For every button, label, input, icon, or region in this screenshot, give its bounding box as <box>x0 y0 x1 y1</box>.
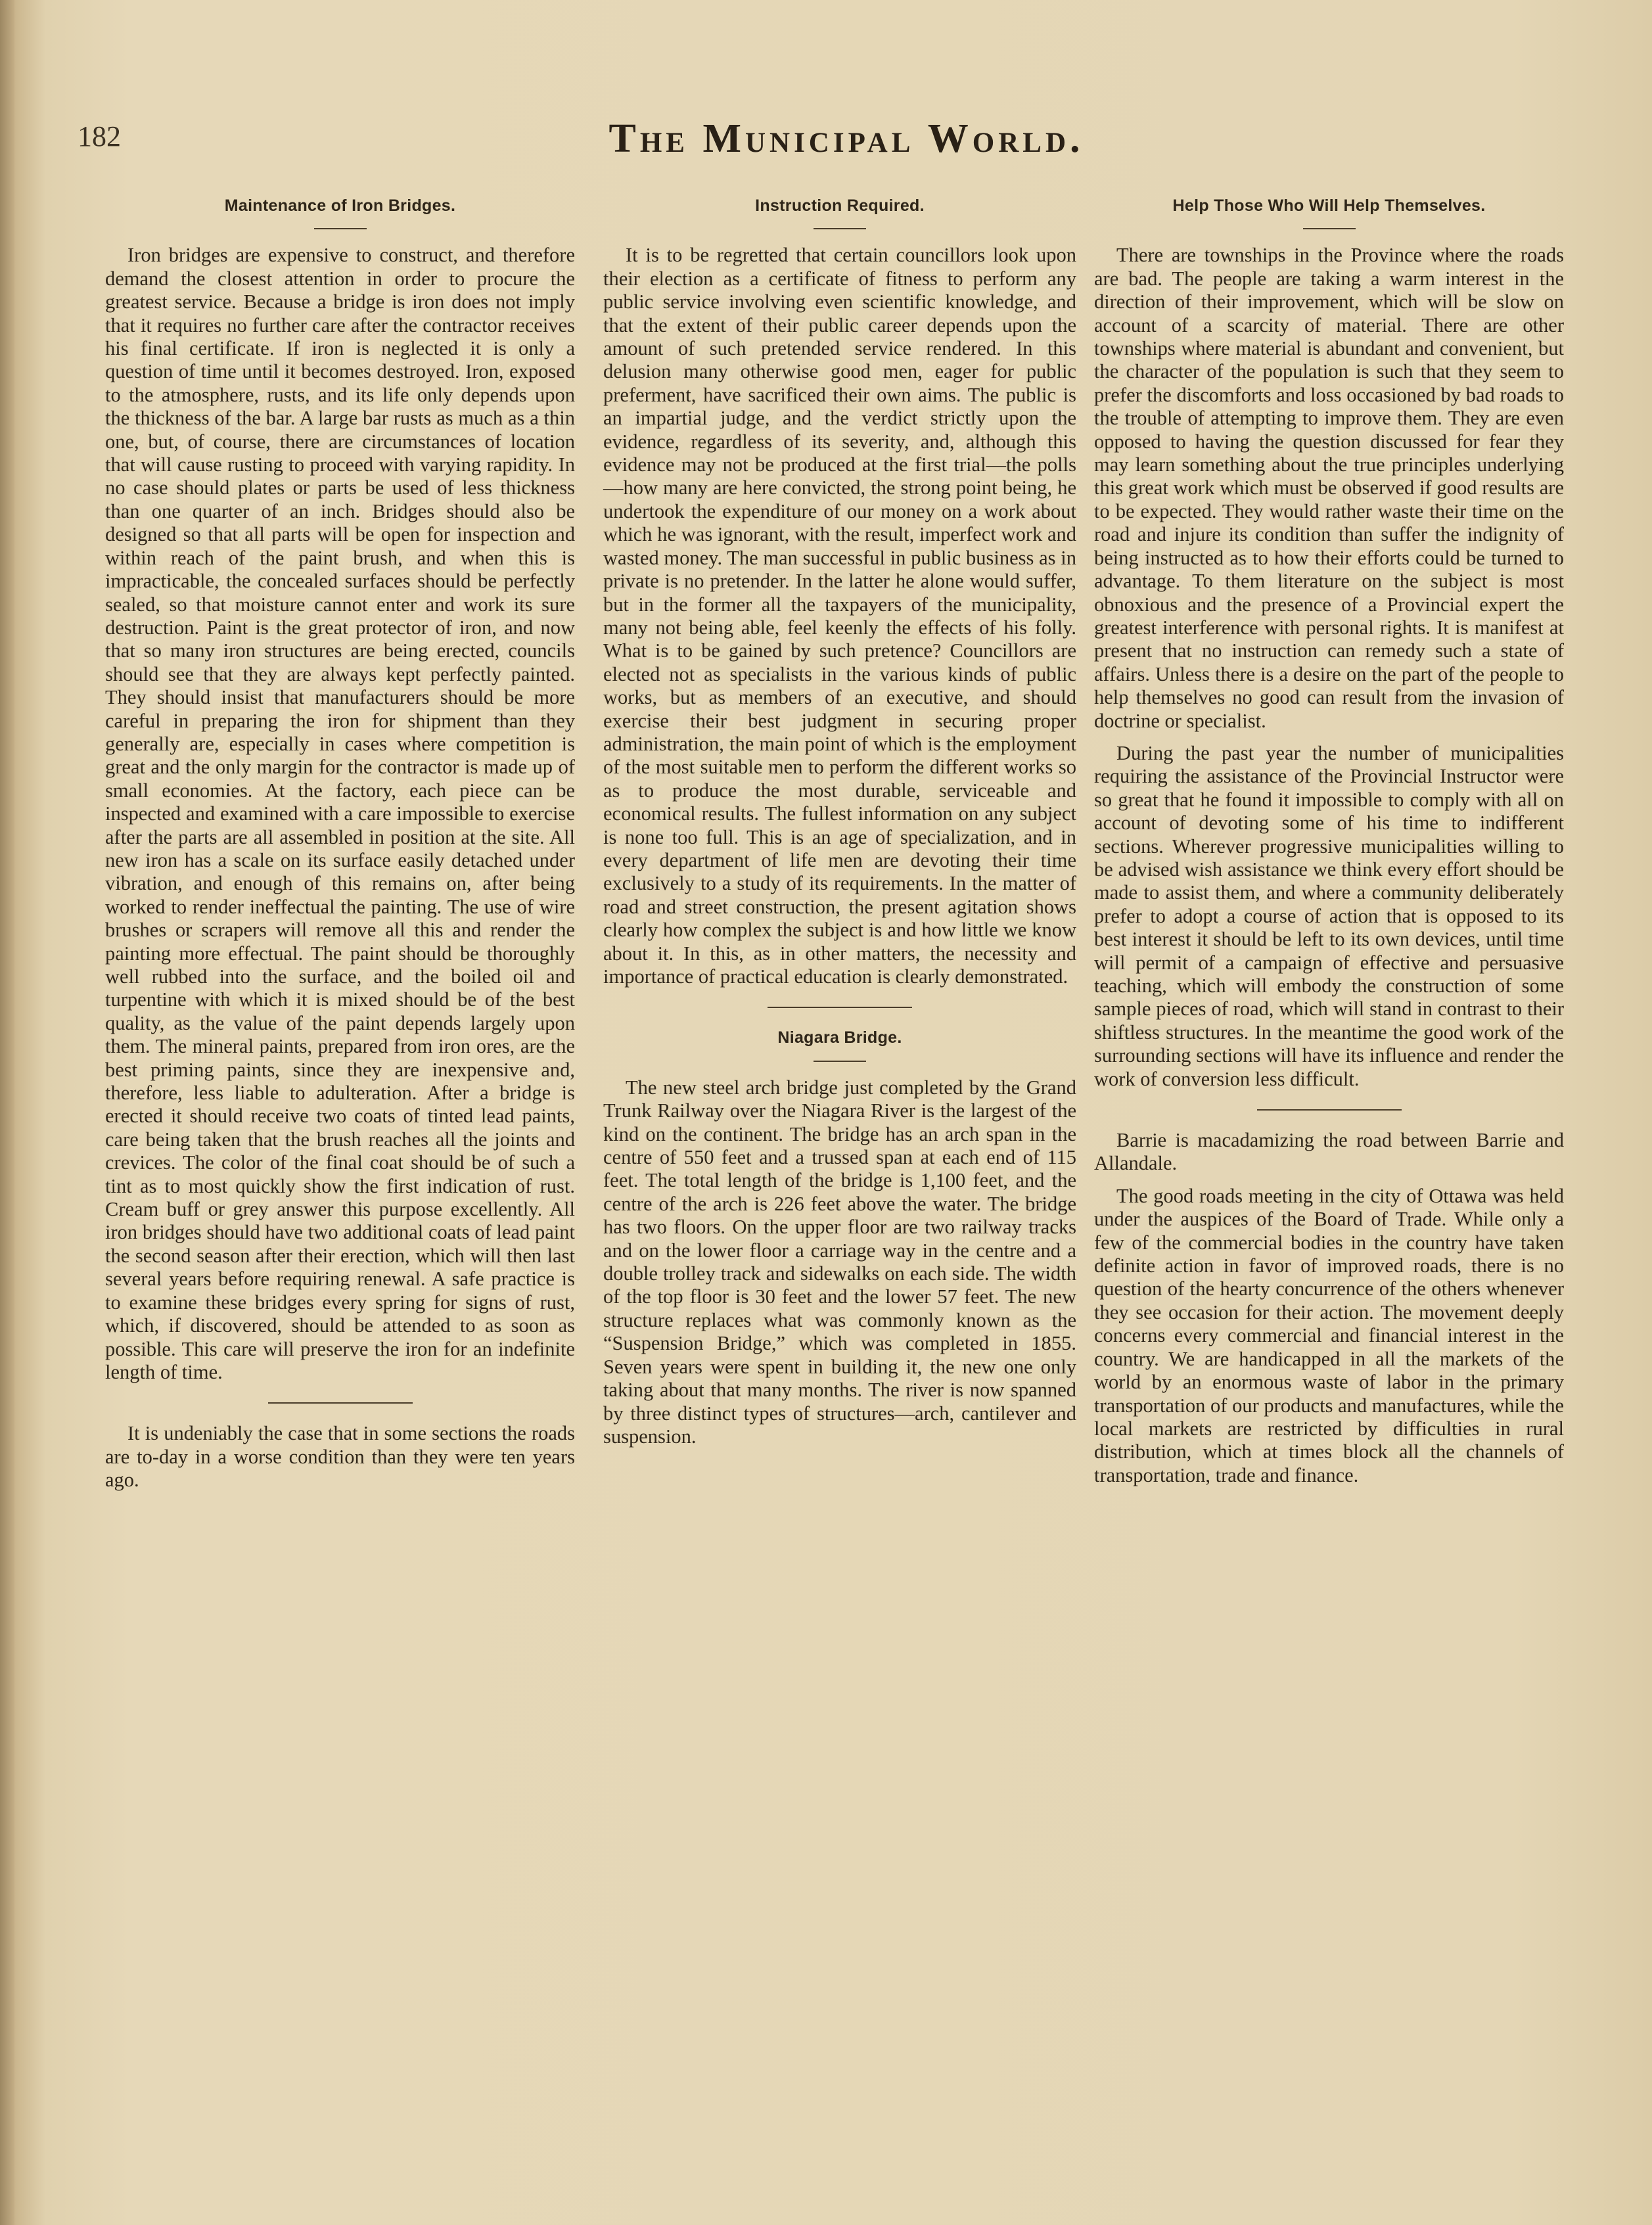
heading-rule <box>814 228 866 229</box>
section-divider <box>268 1402 413 1404</box>
column-1 <box>105 181 575 1492</box>
article-body-iron-bridges: Iron bridges are expensive to construct, and therefore demand the closest attention in order to procure the greatest service. Because a bridge is iron does not imply that it requires no further care after the contractor receives his final certificate. If iron is neglected it is only a question of time until it becomes destroyed. Iron, exposed to the atmosphere, rusts, and its life only depends upon the thickness of the bar. A large bar rusts as much as a thin one, but, of course, there are circumstances of location that will cause rusting to proceed with varying rapidity. In no case should plates or parts be used of less thickness than one quarter of an inch. Bridges should also be designed so that all parts will be open for inspection and within reach of the paint brush, and when this is impracticable, the concealed surfaces should be perfectly sealed, so that moisture cannot enter and work its sure destruction. Paint is the great protector of iron, and now that so many iron structures are being erected, councils should see that they are always kept perfectly painted. They should insist that manufacturers should be more careful in preparing the iron for shipment than they generally are, especially in cases where competition is great and the only margin for the contractor is made up of small economies. At the factory, each piece can be inspected and examined with a care impossible to exercise after the parts are all assembled in position at the site. All new iron has a scale on its surface easily detached under vibration, and enough of this remains on, after being worked to render ineffectual the painting. The use of wire brushes or scrapers will remove all this and render the painting more effectual. The paint should be thoroughly well rubbed into the surface, and the boiled oil and turpentine with which it is mixed should be of the best quality, as the value of the paint depends largely upon them. The mineral paints, prepared from iron ores, are the best priming paints, since they are inexpensive and, therefore, less liable to adulteration. After a bridge is erected it should receive two coats of tinted lead paints, care being taken that the brush reaches all the joints and crevices. The color of the final coat should be of such a tint as to most quickly show the first indication of rust. Cream buff or grey answer this purpose excellently. All iron bridges should have two additional coats of lead paint the second season after their erection, which will then last several years before requiring renewal. A safe practice is to examine these bridges every spring for signs of rust, which, if discovered, should be attended to as soon as possible. This care will preserve the iron for an indefinite length of time. <box>105 244 575 1383</box>
page-number: 182 <box>78 120 121 152</box>
heading-rule <box>314 228 367 229</box>
article-body-ottawa-meeting: The good roads meeting in the city of Ottawa was held under the auspices of the Board of Trade. While only a few of the commercial bodies in the country have taken definite action in favor of improved roads, there is no question of the hearty concurrence of the others whenever they see occasion for their action. The movement deeply concerns every commercial and financial interest in the country. We are handicapped in all the markets of the world by an enormous waste of labor in the primary transportation of our products and manufactures, while the local markets are restricted by difficulties in rural distribution, which at times block all the channels of transportation, trade and finance. <box>1094 1184 1564 1486</box>
article-body-niagara-bridge: The new steel arch bridge just completed by the Grand Trunk Railway over the Niagara River is the largest of the kind on the continent. The bridge has an arch span in the centre of 550 feet and a trussed span at each end of 115 feet. The total length of the bridge is 1,100 feet, and the centre of the arch is 226 feet above the water. The bridge has two floors. On the upper floor are two railway tracks and on the lower floor a carriage way in the centre and a double trolley track and sidewalks on each side. The width of the top floor is 30 feet and the lower 57 feet. The new structure replaces what was commonly known as the “Suspension Bridge,” which was completed in 1855. Seven years were spent in building it, the new one only taking about that many months. The river is now spanned by three distinct types of structures—arch, cantilever and suspension. <box>603 1076 1076 1448</box>
article-heading-iron-bridges: Maintenance of Iron Bridges. <box>224 196 456 215</box>
column-2 <box>603 181 1076 1448</box>
article-body-provincial-instructor: During the past year the number of municipalities requiring the assistance of the Provincial Instructor were so great that he found it impossible to comply with all on account of devoting some of his time to indifferent sections. Wherever progressive municipalities willing to be advised wish assistance we think every effort should be made to assist them, and where a community deliberately prefer to adopt a course of action that is opposed to its best interest it should be left to its own devices, until time will permit of a campaign of effective and persuasive teaching, which will embody the construction of some sample pieces of road, which will stand in contrast to their shiftless structures. In the meantime the good work of the surrounding sections will have its influence and render the work of conversion less difficult. <box>1094 741 1564 1090</box>
article-heading-instruction: Instruction Required. <box>755 196 925 215</box>
article-heading-niagara-bridge: Niagara Bridge. <box>777 1028 902 1047</box>
article-body-instruction: It is to be regretted that certain councillors look upon their election as a certificate of fitness to perform any public service involving even scientific knowledge, and that the extent of their public career depends upon the amount of such pretended service rendered. In this delusion many otherwise good men, eager for public preferment, have sacrificed their own aims. The public is an impartial judge, and the verdict strictly upon the evidence, regardless of its severity, and, although this evidence may not be produced at the first trial—the polls—how many are here convicted, the strong point being, he undertook the expenditure of our money on a work about which he was ignorant, with the result, imperfect work and wasted money. The man successful in public business as in private is no pretender. In the latter he alone would suffer, but in the former all the taxpayers of the municipality, many not being able, feel keenly the effects of his folly. What is to be gained by such pretence? Councillors are elected not as specialists in the various kinds of public works, but as members of an executive, and should exercise their best judgment in securing proper administration, the main point of which is the employment of the most suitable men to perform the different works so as to produce the most durable, serviceable and economical results. The fullest information on any subject is none too full. This is an age of specialization, and in every department of life men are devoting their time exclusively to a study of its requirements. In the matter of road and street construction, the present agitation shows clearly how complex the subject is and how little we know about it. In this, as in other matters, the necessity and importance of practical education is clearly demonstrated. <box>603 244 1076 988</box>
heading-rule <box>1303 228 1356 229</box>
heading-rule <box>814 1061 866 1062</box>
binding-gutter <box>0 0 14 2225</box>
section-divider <box>1257 1109 1402 1111</box>
note-roads-condition: It is undeniably the case that in some sections the roads are to-day in a worse condition than they were ten years ago. <box>105 1422 575 1492</box>
page-header <box>78 116 1615 168</box>
article-heading-help-themselves: Help Those Who Will Help Themselves. <box>1172 196 1486 215</box>
masthead-title: The Municipal World. <box>608 116 1084 161</box>
column-3 <box>1094 181 1564 1487</box>
note-barrie-road: Barrie is macadamizing the road between Barrie and Allandale. <box>1094 1129 1564 1175</box>
article-body-help-themselves: There are townships in the Province where the roads are bad. The people are taking a warm interest in the direction of their improvement, which will be slow on account of a scarcity of material. There are other townships where material is abundant and convenient, but the character of the population is such that they seem to prefer the discomforts and loss occasioned by bad roads to the trouble of attempting to improve them. They are even opposed to having the question discussed for fear they may learn something about the true principles underlying this great work which must be observed if good results are to be expected. They would rather waste their time on the road and injure its condition than suffer the indignity of being instructed as to how their efforts could be turned to advantage. To them literature on the subject is most obnoxious and the presence of a Provincial expert the greatest interference with personal rights. It is manifest at present that no instruction can remedy such a state of affairs. Unless there is a desire on the part of the people to help themselves no good can result from the invasion of doctrine or specialist. <box>1094 244 1564 732</box>
section-divider <box>768 1007 912 1008</box>
